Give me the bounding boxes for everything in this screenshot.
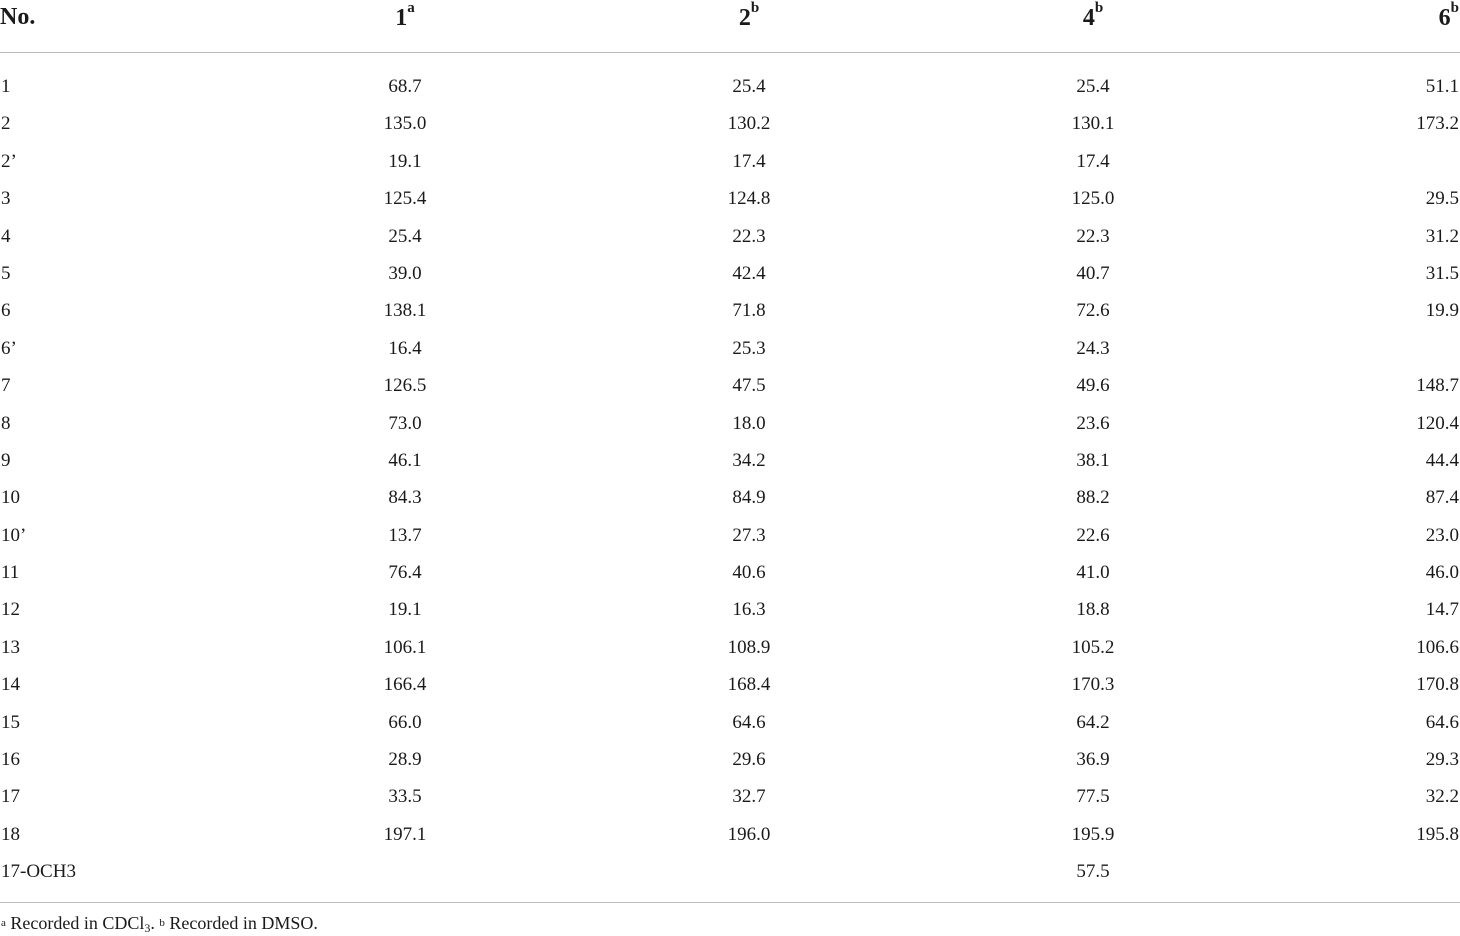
value-cell: 71.8 (732, 300, 766, 322)
value-cell: 22.6 (1076, 524, 1110, 546)
value-cell: 29.3 (1425, 749, 1459, 771)
value-cell: 106.1 (383, 636, 427, 658)
table-row (0, 628, 1460, 665)
table-row (0, 777, 1460, 814)
value-cell: 130.2 (727, 113, 771, 135)
value-cell: 27.3 (732, 524, 766, 546)
table-row (0, 703, 1460, 740)
table-row (0, 404, 1460, 441)
row-label-cell: 3 (1, 188, 11, 210)
value-cell: 31.2 (1425, 225, 1459, 247)
value-cell: 23.0 (1425, 524, 1459, 546)
table-row (0, 441, 1460, 478)
value-cell: 42.4 (732, 262, 766, 284)
value-cell: 25.3 (732, 337, 766, 359)
value-cell: 22.3 (732, 225, 766, 247)
value-cell: 197.1 (383, 823, 427, 845)
value-cell: 124.8 (727, 188, 771, 210)
value-cell: 195.9 (1071, 823, 1115, 845)
header-compound-4: 4$^b$ (1082, 0, 1104, 31)
table-header-row (0, 0, 1460, 53)
value-cell: 135.0 (383, 113, 427, 135)
value-cell: 44.4 (1425, 449, 1459, 471)
value-cell: 18.0 (732, 412, 766, 434)
row-label-cell: 9 (1, 449, 11, 471)
value-cell: 72.6 (1076, 300, 1110, 322)
value-cell: 46.0 (1425, 562, 1459, 584)
row-label-cell: 12 (1, 599, 20, 621)
table-body (0, 53, 1460, 890)
header-compound-2: 2$^b$ (738, 0, 760, 31)
table-row (0, 67, 1460, 104)
value-cell: 166.4 (383, 674, 427, 696)
table-row (0, 179, 1460, 216)
row-label-cell: 6 (1, 300, 11, 322)
header-compound-1: 1$^a$ (395, 0, 415, 31)
row-label-cell: 8 (1, 412, 11, 434)
table-row (0, 815, 1460, 852)
header-no: No. (0, 4, 36, 30)
value-cell: 13.7 (388, 524, 422, 546)
value-cell: 19.9 (1425, 300, 1459, 322)
value-cell: 138.1 (383, 300, 427, 322)
row-label-cell: 4 (1, 225, 11, 247)
value-cell: 28.9 (388, 749, 422, 771)
row-label-cell: 17-OCH3 (1, 861, 76, 883)
table-bottom-rule (0, 902, 1460, 903)
value-cell: 47.5 (732, 375, 766, 397)
table-row (0, 254, 1460, 291)
value-cell: 120.4 (1416, 412, 1459, 434)
value-cell: 170.8 (1416, 674, 1459, 696)
value-cell: 64.6 (1425, 711, 1459, 733)
value-cell: 32.7 (732, 786, 766, 808)
table-row (0, 665, 1460, 702)
value-cell: 77.5 (1076, 786, 1110, 808)
table-row (0, 478, 1460, 515)
value-cell: 32.2 (1425, 786, 1459, 808)
row-label-cell: 17 (1, 786, 20, 808)
table-footnote: $^a$ Recorded in CDCl$_3$. $^b$ Recorded in DMSO. (1, 913, 318, 935)
value-cell: 84.9 (732, 487, 766, 509)
value-cell: 24.3 (1076, 337, 1110, 359)
value-cell: 168.4 (727, 674, 771, 696)
row-label-cell: 10 (1, 487, 20, 509)
header-compound-6: 6$^b$ (1438, 0, 1459, 31)
value-cell: 73.0 (388, 412, 422, 434)
value-cell: 39.0 (388, 262, 422, 284)
value-cell: 34.2 (732, 449, 766, 471)
table-row (0, 553, 1460, 590)
table-row (0, 217, 1460, 254)
value-cell: 68.7 (388, 76, 422, 97)
value-cell: 25.4 (388, 225, 422, 247)
value-cell: 105.2 (1071, 636, 1115, 658)
row-label-cell: 15 (1, 711, 20, 733)
table-row (0, 329, 1460, 366)
row-label-cell: 10’ (1, 524, 27, 546)
value-cell: 33.5 (388, 786, 422, 808)
value-cell: 64.6 (732, 711, 766, 733)
table-row (0, 590, 1460, 627)
value-cell: 66.0 (388, 711, 422, 733)
value-cell: 29.6 (732, 749, 766, 771)
value-cell: 57.5 (1076, 861, 1110, 883)
value-cell: 17.4 (1076, 150, 1110, 172)
value-cell: 126.5 (383, 375, 427, 397)
value-cell: 25.4 (732, 76, 766, 97)
value-cell: 130.1 (1071, 113, 1115, 135)
value-cell: 16.3 (732, 599, 766, 621)
value-cell: 18.8 (1076, 599, 1110, 621)
value-cell: 108.9 (727, 636, 771, 658)
table-row (0, 852, 1460, 889)
table-row (0, 104, 1460, 141)
row-label-cell: 18 (1, 823, 20, 845)
value-cell: 46.1 (388, 449, 422, 471)
row-label-cell: 6’ (1, 337, 17, 359)
value-cell: 17.4 (732, 150, 766, 172)
value-cell: 88.2 (1076, 487, 1110, 509)
row-label-cell: 2’ (1, 150, 17, 172)
row-label-cell: 13 (1, 636, 20, 658)
table-row (0, 366, 1460, 403)
row-label-cell: 11 (1, 562, 20, 584)
value-cell: 14.7 (1425, 599, 1459, 621)
value-cell: 170.3 (1071, 674, 1115, 696)
value-cell: 125.4 (383, 188, 427, 210)
row-label-cell: 2 (1, 113, 11, 135)
value-cell: 87.4 (1425, 487, 1459, 509)
row-label-cell: 14 (1, 674, 20, 696)
value-cell: 25.4 (1076, 76, 1110, 97)
row-label-cell: 7 (1, 375, 11, 397)
value-cell: 64.2 (1076, 711, 1110, 733)
value-cell: 36.9 (1076, 749, 1110, 771)
value-cell: 125.0 (1071, 188, 1115, 210)
value-cell: 106.6 (1416, 636, 1459, 658)
value-cell: 38.1 (1076, 449, 1110, 471)
table-row (0, 516, 1460, 553)
value-cell: 29.5 (1425, 188, 1459, 210)
value-cell: 19.1 (388, 599, 422, 621)
value-cell: 196.0 (727, 823, 771, 845)
value-cell: 49.6 (1076, 375, 1110, 397)
value-cell: 76.4 (388, 562, 422, 584)
value-cell: 23.6 (1076, 412, 1110, 434)
value-cell: 22.3 (1076, 225, 1110, 247)
value-cell: 40.7 (1076, 262, 1110, 284)
table-row (0, 291, 1460, 328)
value-cell: 19.1 (388, 150, 422, 172)
value-cell: 51.1 (1425, 76, 1459, 97)
table-row (0, 740, 1460, 777)
table-row (0, 142, 1460, 179)
value-cell: 16.4 (388, 337, 422, 359)
row-label-cell: 5 (1, 262, 11, 284)
row-label-cell: 16 (1, 749, 20, 771)
value-cell: 195.8 (1416, 823, 1459, 845)
value-cell: 41.0 (1076, 562, 1110, 584)
value-cell: 31.5 (1425, 262, 1459, 284)
value-cell: 40.6 (732, 562, 766, 584)
value-cell: 148.7 (1416, 375, 1459, 397)
value-cell: 173.2 (1416, 113, 1459, 135)
value-cell: 84.3 (388, 487, 422, 509)
row-label-cell: 1 (1, 76, 11, 97)
